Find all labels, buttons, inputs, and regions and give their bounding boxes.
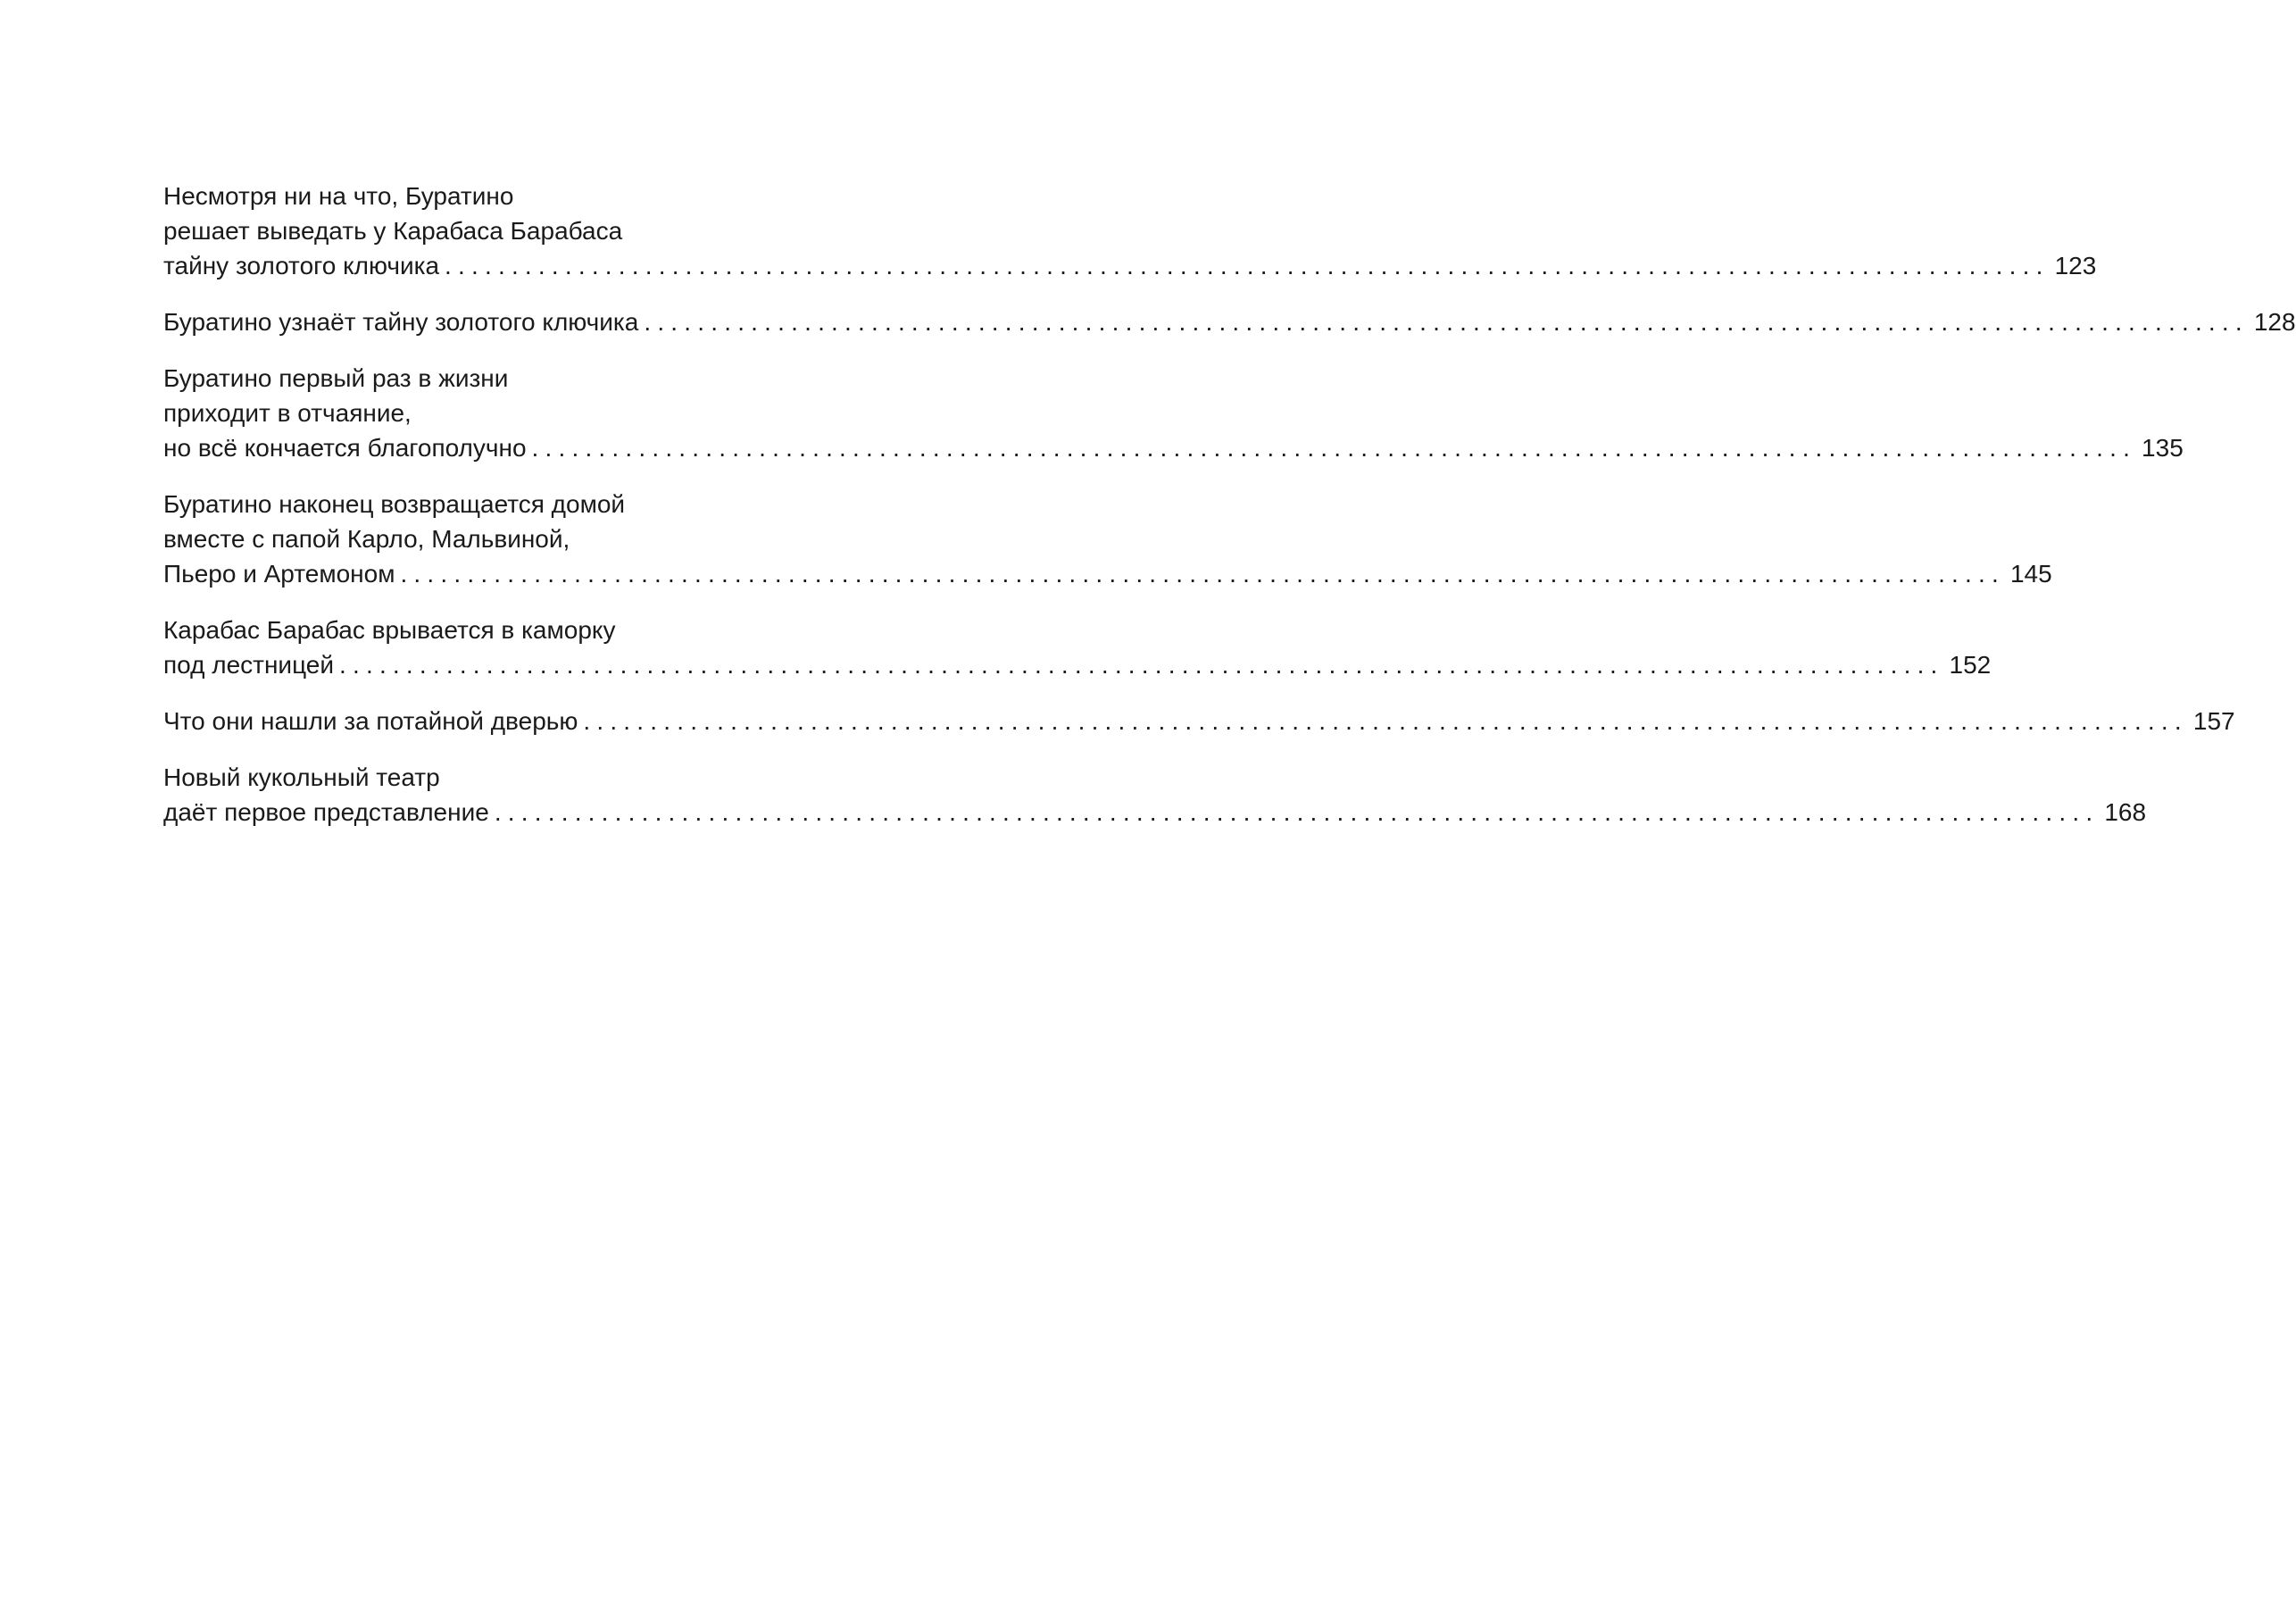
toc-entry-title-line: даёт первое представление xyxy=(163,798,489,826)
dot-leader: ........................................................................................................................ xyxy=(531,434,2137,462)
page-number: 157 xyxy=(2192,707,2235,735)
toc-entry-last-line xyxy=(163,556,2052,591)
toc-entry-title-line: тайну золотого ключика xyxy=(163,252,440,279)
toc-entry[interactable] xyxy=(163,487,2052,591)
dot-leader: ........................................................................................................................ xyxy=(445,252,2050,279)
toc-entry-title-line: Карабас Барабас врывается в каморку xyxy=(163,616,616,644)
page-number: 135 xyxy=(2142,434,2184,462)
toc-entry-last-line xyxy=(163,795,2147,830)
toc-entry-title-line: Пьеро и Артемоном xyxy=(163,560,395,588)
toc-entry-title-line: Буратино узнаёт тайну золотого ключика xyxy=(163,308,639,336)
toc-entry[interactable] xyxy=(163,613,1992,682)
toc-entry-last-line xyxy=(163,304,2296,339)
dot-leader: ........................................................................................................................ xyxy=(644,308,2249,336)
toc-entry-title-line: Несмотря ни на что, Буратино xyxy=(163,182,514,210)
toc-entry-title-line: решает выведать у Карабаса Барабаса xyxy=(163,217,623,245)
dot-leader: ........................................................................................................................ xyxy=(400,560,2005,588)
toc-entry[interactable] xyxy=(163,361,2184,465)
page-number: 145 xyxy=(2009,560,2052,588)
toc-entry-title-line: но всё кончается благополучно xyxy=(163,434,527,462)
toc-entry-title-line: приходит в отчаяние, xyxy=(163,399,412,427)
toc-entry[interactable] xyxy=(163,304,2296,339)
toc-entry-last-line xyxy=(163,248,2097,283)
dot-leader: ........................................................................................................................ xyxy=(339,651,1944,679)
table-of-contents xyxy=(163,179,2296,851)
toc-entry-last-line xyxy=(163,647,1992,682)
toc-entry-title-line: Новый кукольный театр xyxy=(163,763,440,791)
toc-entry-title-line: вместе с папой Карло, Мальвиной, xyxy=(163,525,570,553)
toc-entry[interactable] xyxy=(163,760,2147,830)
page-number: 152 xyxy=(1949,651,1992,679)
toc-entry-last-line xyxy=(163,430,2184,465)
toc-entry-last-line xyxy=(163,704,2235,738)
page-number: 123 xyxy=(2054,252,2097,279)
toc-entry-title-line: Буратино первый раз в жизни xyxy=(163,364,509,392)
dot-leader: ........................................................................................................................ xyxy=(494,798,2100,826)
toc-entry[interactable] xyxy=(163,704,2235,738)
page-number: 128 xyxy=(2253,308,2296,336)
toc-entry[interactable] xyxy=(163,179,2097,283)
dot-leader: ........................................................................................................................ xyxy=(583,707,2188,735)
page-number: 168 xyxy=(2104,798,2147,826)
toc-entry-title-line: Буратино наконец возвращается домой xyxy=(163,490,626,518)
toc-entry-title-line: под лестницей xyxy=(163,651,335,679)
toc-entry-title-line: Что они нашли за потайной дверью xyxy=(163,707,578,735)
